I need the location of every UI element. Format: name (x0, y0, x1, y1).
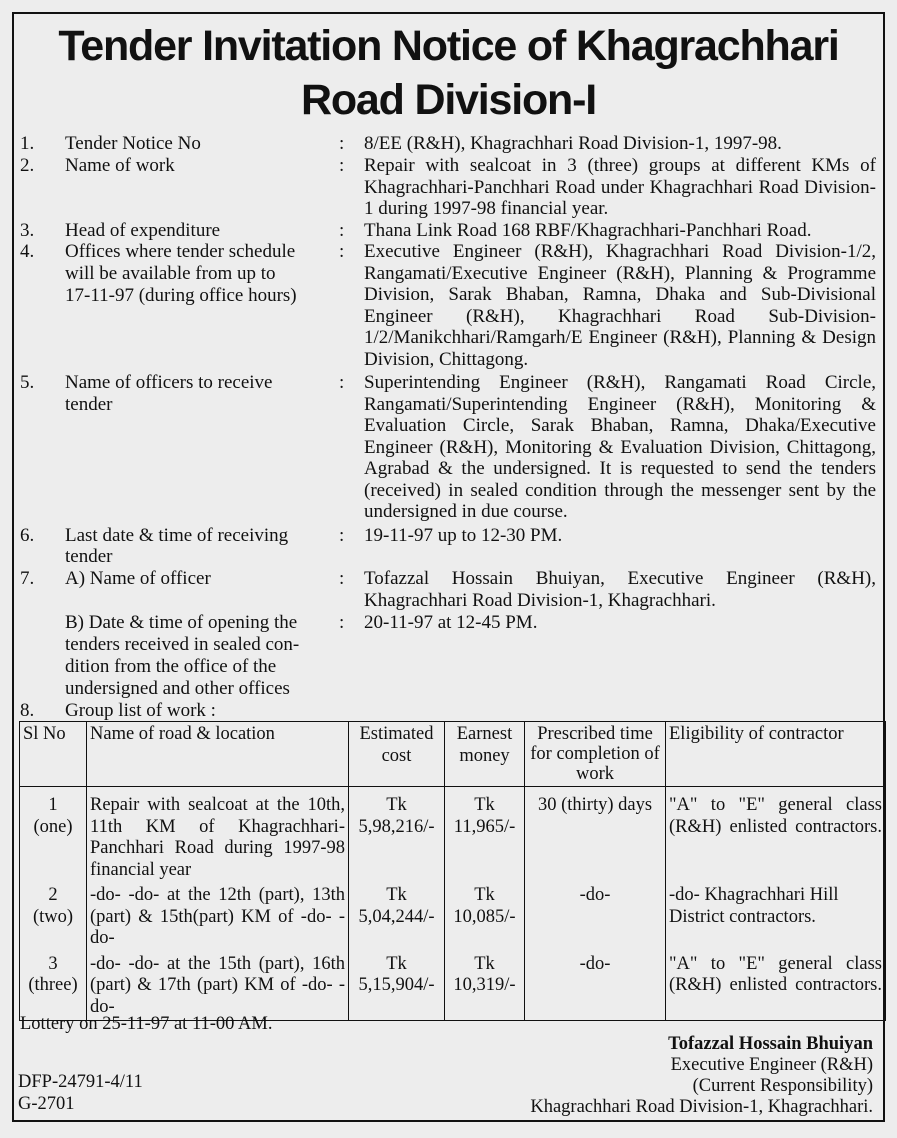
item-colon: : (339, 155, 345, 176)
cost-unit: Tk (386, 795, 407, 815)
schedule-offices: Executive Engineer (R&H), Khagrachhari Road Division-1/2, Rangamati/Executive Engineer (R&H), Planning & Programme Division, Sarak Bhaban, Ramna, Dhaka and Sub-Divisional Engineer (R&H), Khagrachhari Road Sub-Division-1/2/Manikchhari/Ramgarh/E Engineer (R&H), Planning & Design Division, Chittagong. (364, 241, 876, 370)
earnest-unit: Tk (474, 795, 495, 815)
road-cell: -do- -do- at the 12th (part), 13th (part) & 15th(part) KM of -do- -do- (87, 883, 349, 952)
table-row (20, 883, 886, 952)
name-of-work: Repair with sealcoat in 3 (three) groups at different KMs of Khagrachhari-Panchhari Road under Khagrachhari Road Division-1 during 1997-98 financial year. (364, 155, 876, 219)
item-number: 6. (20, 525, 35, 546)
signatory-title: Executive Engineer (R&H) (670, 1055, 873, 1075)
item-label: Name of officers to receive (65, 372, 273, 393)
eligibility-cell: "A" to "E" general class (R&H) enlisted contractors. (666, 787, 886, 884)
group-list-table (19, 721, 886, 1021)
receiving-officers: Superintending Engineer (R&H), Rangamati Road Circle, Rangamati/Superintending Engineer (R&H), Monitoring & Evaluation Circle, Sarak Bhaban, Ramna, Dhaka/Executive Engineer (R&H), Monitoring & Evaluation Division, Chittagong, Agrabad & the undersigned. It is requested to send the tenders (received) in sealed condition through the messenger sent by the undersigned in due course. (364, 372, 876, 522)
earnest-value: 11,965/- (453, 816, 516, 837)
lottery-note: Lottery on 25-11-97 at 11-00 AM. (20, 1014, 273, 1034)
item-label: Head of expenditure (65, 220, 221, 241)
item-colon: : (339, 220, 345, 241)
item-label: tender (65, 546, 113, 567)
cost-cell (349, 787, 445, 884)
item-number: 5. (20, 372, 35, 393)
col-header-earnest: Earnest money (445, 722, 525, 787)
sl-number: 3 (48, 953, 58, 974)
sl-word: (two) (32, 906, 74, 927)
table-header-row (20, 722, 886, 787)
earnest-cell (445, 952, 525, 1021)
item-label: undersigned and other offices (65, 678, 290, 699)
item-number: 4. (20, 241, 35, 262)
eligibility-cell: -do- Khagrachhari Hill District contractors. (666, 883, 886, 952)
item-number: 3. (20, 220, 35, 241)
earnest-cell (445, 883, 525, 952)
item-number: 1. (20, 133, 35, 154)
item-label: Name of work (65, 155, 175, 176)
earnest-value: 10,085/- (453, 906, 516, 927)
col-header-name: Name of road & location (87, 722, 349, 787)
earnest-cell (445, 787, 525, 884)
item-label: Offices where tender schedule (65, 241, 296, 262)
earnest-value: 10,319/- (453, 975, 516, 995)
item-label: Tender Notice No (65, 133, 201, 154)
col-header-sl: Sl No (20, 722, 87, 787)
sl-number: 1 (48, 795, 58, 815)
opening-date: 20-11-97 at 12-45 PM. (364, 612, 538, 633)
item-label: tenders received in sealed con- (65, 634, 300, 655)
item-number: 8. (20, 700, 35, 721)
item-colon: : (339, 241, 345, 262)
item-label: will be available from up to (65, 263, 276, 284)
signatory-office: Khagrachhari Road Division-1, Khagrachhari. (530, 1097, 873, 1117)
time-cell: 30 (thirty) days (525, 787, 666, 884)
item-label: tender (65, 394, 113, 415)
item-colon: : (339, 372, 345, 393)
signatory-responsibility: (Current Responsibility) (692, 1076, 873, 1096)
time-cell: -do- (525, 883, 666, 952)
cost-unit: Tk (386, 953, 407, 974)
last-receiving-date: 19-11-97 up to 12-30 PM. (364, 525, 563, 546)
item-colon: : (339, 133, 345, 154)
notice-title-line2: Road Division-I (301, 76, 596, 124)
item-label: Last date & time of receiving (65, 525, 289, 546)
cost-value: 5,98,216/- (358, 816, 435, 837)
road-cell: -do- -do- at the 15th (part), 16th (part) & 17th (part) KM of -do- -do- (87, 952, 349, 1021)
g-code: G-2701 (18, 1094, 75, 1114)
tender-notice-no: 8/EE (R&H), Khagrachhari Road Division-1, 1997-98. (364, 133, 782, 154)
col-header-time: Prescribed time for completion of work (525, 722, 666, 787)
sl-number: 2 (48, 885, 58, 905)
cost-value: 5,15,904/- (358, 975, 435, 995)
cost-cell (349, 883, 445, 952)
item-label: Group list of work : (65, 700, 216, 721)
item-label: A) Name of officer (65, 568, 211, 589)
sl-cell (20, 883, 87, 952)
sl-word: (one) (33, 816, 73, 837)
cost-cell (349, 952, 445, 1021)
table-row (20, 787, 886, 884)
item-label: 17-11-97 (during office hours) (65, 285, 297, 306)
item-label: B) Date & time of opening the (65, 612, 298, 633)
earnest-unit: Tk (474, 953, 495, 974)
item-colon: : (339, 525, 345, 546)
cost-value: 5,04,244/- (358, 906, 435, 927)
item-number: 2. (20, 155, 35, 176)
road-cell: Repair with sealcoat at the 10th, 11th KM of Khagrachhari-Panchhari Road during 1997-98 financial year (87, 787, 349, 884)
sl-cell (20, 787, 87, 884)
notice-title-line1: Tender Invitation Notice of Khagrachhari (58, 22, 839, 70)
eligibility-cell: "A" to "E" general class (R&H) enlisted contractors. (666, 952, 886, 1021)
item-label: dition from the office of the (65, 656, 277, 677)
officer-name: Tofazzal Hossain Bhuiyan, Executive Engineer (R&H), Khagrachhari Road Division-1, Khagrachhari. (364, 568, 876, 611)
item-colon: : (339, 612, 345, 633)
dfp-code: DFP-24791-4/11 (18, 1072, 143, 1092)
earnest-unit: Tk (474, 885, 495, 905)
head-of-expenditure: Thana Link Road 168 RBF/Khagrachhari-Panchhari Road. (364, 220, 812, 241)
col-header-eligibility: Eligibility of contractor (666, 722, 886, 787)
item-colon: : (339, 568, 345, 589)
sl-cell (20, 952, 87, 1021)
sl-word: (three) (28, 975, 78, 995)
col-header-cost: Estimated cost (349, 722, 445, 787)
item-number: 7. (20, 568, 35, 589)
cost-unit: Tk (386, 885, 407, 905)
time-cell: -do- (525, 952, 666, 1021)
table-row (20, 952, 886, 1021)
signatory-name: Tofazzal Hossain Bhuiyan (668, 1034, 873, 1054)
